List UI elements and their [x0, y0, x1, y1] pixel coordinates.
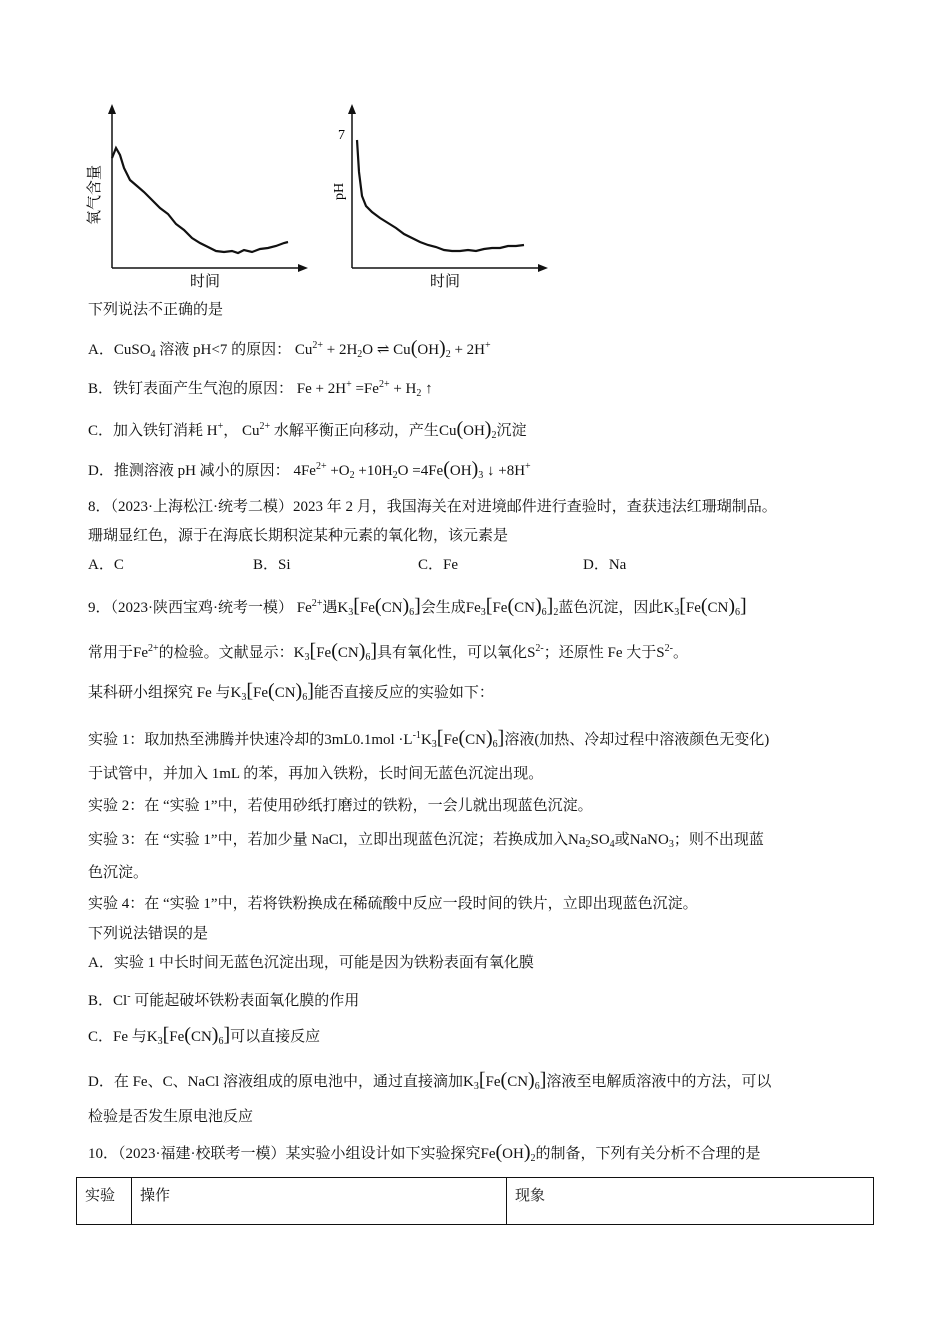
q8-line1: 8．（2023·上海松江·统考二模）2023 年 2 月，我国海关在对进境邮件进行查验时，查获违法红珊瑚制品。 — [88, 499, 777, 515]
ph-chart — [330, 100, 560, 300]
q9-line3: 某科研小组探究 Fe 与$K_3[Fe(CN)_6]$能否直接反应的实验如下： — [88, 680, 494, 703]
q7-stem: 下列说法不正确的是 — [88, 302, 224, 318]
q8-option-c: C．Fe — [418, 557, 459, 573]
ph-ylabel: pH — [332, 182, 347, 200]
q8-option-d: D．Na — [583, 557, 627, 573]
q9-line1: 9．（2023·陕西宝鸡·统考一模） $Fe^{2+}$遇$K_3[Fe(CN)_6]$会生成$Fe_3[Fe(CN)_6]_2$蓝色沉淀，因此$K_3[Fe(CN)_6]$ — [88, 595, 747, 618]
oxygen-curve — [112, 148, 288, 253]
q8-options — [88, 554, 626, 576]
table-header-cell: 实验 — [77, 1178, 132, 1225]
ph-curve — [357, 140, 524, 251]
ph-xlabel: 时间 — [430, 272, 461, 290]
ph-ytick: 7 — [338, 128, 345, 143]
q9-exp4: 实验 4：在 “实验 1”中，若将铁粉换成在稀硫酸中反应一段时间的铁片，立即出现蓝色沉淀。 — [88, 896, 698, 912]
oxygen-chart — [82, 100, 312, 300]
table-header-cell: 操作 — [132, 1178, 507, 1225]
table-header-row — [77, 1178, 874, 1225]
q7-option-b: B．铁钉表面产生气泡的原因： $Fe + 2H^+ =Fe^{2+} + H_2$ ↑ — [88, 379, 433, 399]
q7-option-a: A．CuSO$_4$ 溶液 pH<7 的原因： $Cu^{2+} + 2H_2O$ ⇌ $Cu(OH)_2 + 2H^+$ — [88, 337, 491, 360]
q9-option-b: B．Cl- 可能起破坏铁粉表面氧化膜的作用 — [88, 991, 360, 1009]
q9-exp3-line2: 色沉淀。 — [88, 865, 149, 881]
q9-option-c: C．Fe 与$K_3[Fe(CN)_6]$可以直接反应 — [88, 1024, 321, 1047]
q10-table — [76, 1177, 874, 1225]
q9-exp3-line1: 实验 3：在 “实验 1”中，若加少量 NaCl，立即出现蓝色沉淀；若换成加入$Na_2SO_4$或NaNO$_3$；则不出现蓝 — [88, 832, 764, 850]
q8-option-a: A．C — [88, 557, 124, 573]
q9-exp1-line2: 于试管中，并加入 1mL 的苯，再加入铁粉，长时间无蓝色沉淀出现。 — [88, 766, 544, 782]
q9-option-a: A．实验 1 中长时间无蓝色沉淀出现，可能是因为铁粉表面有氧化膜 — [88, 955, 534, 971]
q9-stem: 下列说法错误的是 — [88, 926, 209, 942]
q9-option-d-line1: D．在 Fe、C、NaCl 溶液组成的原电池中，通过直接滴加$K_3[Fe(CN)_6]$溶液至电解质溶液中的方法，可以 — [88, 1069, 772, 1092]
q8-option-b: B．Si — [253, 557, 291, 573]
q9-exp1-line1: 实验 1：取加热至沸腾并快速冷却的$3mL0.1mol \cdot L^{-1}K_3[Fe(CN)_6]$溶液(加热、冷却过程中溶液颜色无变化) — [88, 727, 770, 750]
q7-option-d: D．推测溶液 pH 减小的原因： $4Fe^{2+} +O_2 +10H_2O =4Fe(OH)_3$ ↓ +8H+ — [88, 458, 531, 481]
q9-line2: 常用于$Fe^{2+}$的检验。文献显示：$K_3[Fe(CN)_6]$具有氧化性，可以氧化$S^{2-}$；还原性 Fe 大于$S^{2-}$。 — [88, 640, 688, 663]
q8-line2: 珊瑚显红色，源于在海底长期积淀某种元素的氧化物，该元素是 — [88, 528, 509, 544]
q7-option-c: C．加入铁钉消耗 H+， $Cu^{2+}$ 水解平衡正向移动，产生$Cu(OH)_2$沉淀 — [88, 418, 527, 441]
q9-exp2: 实验 2：在 “实验 1”中，若使用砂纸打磨过的铁粉，一会儿就出现蓝色沉淀。 — [88, 798, 593, 814]
oxygen-ylabel: 氧气含量 — [85, 164, 103, 225]
q10-line: 10．（2023·福建·校联考一模）某实验小组设计如下实验探究$Fe(OH)_2$的制备，下列有关分析不合理的是 — [88, 1141, 761, 1164]
oxygen-xlabel: 时间 — [190, 272, 221, 290]
table-header-cell: 现象 — [507, 1178, 874, 1225]
q9-option-d-line2: 检验是否发生原电池反应 — [88, 1109, 254, 1125]
